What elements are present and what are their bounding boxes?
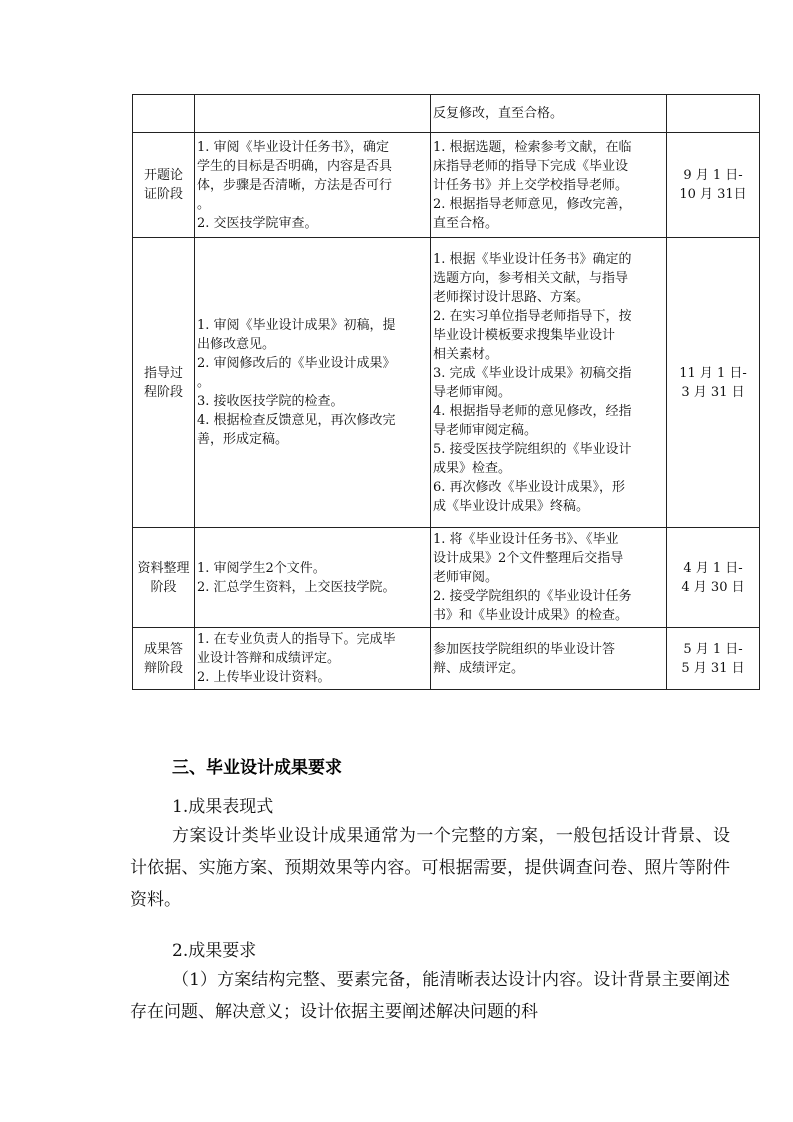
student-tasks-cell [431,238,667,528]
time-cell-line: 5 月 31 日 [681,660,745,676]
teacher-tasks-cell [195,133,431,238]
time-cell [667,628,760,690]
stage-cell-line: 阶段 [150,579,177,595]
teacher-tasks-cell-line: 1. 审阅《毕业设计任务书》，确定 [197,139,390,155]
teacher-tasks-cell-line: 体，步骤是否清晰，方法是否可行 [197,177,393,193]
stage-cell [133,238,195,528]
teacher-tasks-cell [195,238,431,528]
teacher-tasks-cell-line: 。 [197,196,211,212]
teacher-tasks-cell [195,628,431,690]
student-tasks-cell-line: 选题方向，参考相关文献，与指导 [433,270,629,286]
teacher-tasks-cell-line: 善，形成定稿。 [197,432,289,447]
student-tasks-cell-line: 1. 根据《毕业设计任务书》确定的 [433,251,632,267]
student-tasks-cell-line: 反复修改，直至合格。 [433,106,564,121]
time-cell-line: 9 月 1 日- [683,168,743,183]
table-row [133,133,760,238]
stage-cell-line: 资料整理 [137,560,190,576]
student-tasks-cell-line: 成《毕业设计成果》终稿。 [433,498,590,514]
teacher-tasks-cell-line: 2. 审阅修改后的《毕业设计成果》 [197,356,396,371]
student-tasks-cell-line: 老师探讨设计思路、方案。 [433,289,590,305]
table-row [133,95,760,133]
schedule-table-body [133,95,760,690]
stage-cell-line: 程阶段 [143,384,183,400]
time-cell [667,95,760,133]
teacher-tasks-cell-line: 3. 接收医技学院的检查。 [197,394,344,409]
paragraph-form: 方案设计类毕业设计成果通常为一个完整的方案，一般包括设计背景、设计依据、实施方案、预期效果等内容。可根据需要，提供调查问卷、照片等附件资料。 [130,826,730,910]
stage-cell [133,95,195,133]
teacher-tasks-cell-line: 出修改意见。 [197,337,276,352]
student-tasks-cell-line: 成果》检查。 [433,460,512,476]
stage-cell [133,528,195,628]
student-tasks-cell-line: 2. 接受学院组织的《毕业设计任务 [433,589,632,604]
student-tasks-cell-line: 相关素材。 [433,346,499,362]
student-tasks-cell-line: 设计成果》2个文件整理后交指导 [433,551,624,566]
student-tasks-cell [431,528,667,628]
student-tasks-cell [431,628,667,690]
student-tasks-cell-line: 2. 根据指导老师意见，修改完善， [433,196,632,212]
student-tasks-cell-line: 床指导老师的指导下完成《毕业设 [433,158,629,174]
student-tasks-cell [431,133,667,238]
stage-cell-line: 辩阶段 [143,660,183,676]
time-cell [667,133,760,238]
table-row [133,628,760,690]
stage-cell-line: 证阶段 [143,187,183,202]
stage-cell-line: 指导过 [143,365,183,381]
teacher-tasks-cell [195,528,431,628]
stage-cell-line: 成果答 [143,641,183,657]
teacher-tasks-cell-line: 4. 根据检查反馈意见，再次修改完 [197,413,396,428]
teacher-tasks-cell [195,95,431,133]
time-cell-line: 4 月 1 日- [683,560,743,576]
time-cell-line: 10 月 31日 [679,187,747,202]
subheading-requirements: 2.成果要求 [172,941,257,961]
student-tasks-cell-line: 6. 再次修改《毕业设计成果》，形 [433,479,626,495]
teacher-tasks-cell-line: 1. 在专业负责人的指导下。完成毕 [197,632,396,647]
student-tasks-cell-line: 计任务书》并上交学校指导老师。 [433,177,629,193]
student-tasks-cell-line: 毕业设计模板要求搜集毕业设计 [433,327,616,343]
subheading-form: 1.成果表现式 [172,797,274,817]
time-cell-line: 4 月 30 日 [681,579,745,595]
student-tasks-cell-line: 1. 将《毕业设计任务书》、《毕业 [433,532,619,547]
paragraph-requirements: （1）方案结构完整、要素完备，能清晰表达设计内容。设计背景主要阐述存在问题、解决意义；设计依据主要阐述解决问题的科 [130,970,730,1022]
student-tasks-cell-line: 导老师审阅定稿。 [433,422,538,438]
teacher-tasks-cell-line: 业设计答辩和成绩评定。 [197,651,341,666]
time-cell [667,528,760,628]
teacher-tasks-cell-line: 1. 审阅《毕业设计成果》初稿，提 [197,318,396,333]
teacher-tasks-cell-line: 2. 交医技学院审查。 [197,215,318,231]
teacher-tasks-cell-line: 。 [197,375,211,390]
time-cell-line: 11 月 1 日- [679,365,747,381]
section-heading: 三、毕业设计成果要求 [172,758,342,778]
student-tasks-cell-line: 1. 根据选题，检索参考文献，在临 [433,139,632,155]
teacher-tasks-cell-line: 2. 上传毕业设计资料。 [197,670,331,685]
time-cell-line: 5 月 1 日- [683,641,743,657]
student-tasks-cell-line: 参加医技学院组织的毕业设计答 [433,641,616,657]
schedule-table [132,94,760,690]
student-tasks-cell-line: 4. 根据指导老师的意见修改，经指 [433,403,632,419]
time-cell-line: 3 月 31 日 [681,384,745,400]
teacher-tasks-cell-line: 2. 汇总学生资料，上交医技学院。 [197,579,396,595]
teacher-tasks-cell-line: 学生的目标是否明确，内容是否具 [197,158,393,174]
teacher-tasks-cell-line: 1. 审阅学生2个文件。 [197,560,326,576]
stage-cell-line: 开题论 [143,168,183,183]
stage-cell [133,133,195,238]
table-row [133,238,760,528]
student-tasks-cell-line: 书》和《毕业设计成果》的检查。 [433,608,629,623]
student-tasks-cell-line: 老师审阅。 [433,570,499,585]
student-tasks-cell-line: 5. 接受医技学院组织的《毕业设计 [433,441,632,457]
student-tasks-cell-line: 直至合格。 [433,215,499,231]
student-tasks-cell-line: 3. 完成《毕业设计成果》初稿交指 [433,365,632,381]
student-tasks-cell-line: 导老师审阅。 [433,384,512,400]
time-cell [667,238,760,528]
stage-cell [133,628,195,690]
student-tasks-cell-line: 2. 在实习单位指导老师指导下，按 [433,308,632,324]
student-tasks-cell-line: 辩、成绩评定。 [433,660,525,676]
student-tasks-cell [431,95,667,133]
table-row [133,528,760,628]
